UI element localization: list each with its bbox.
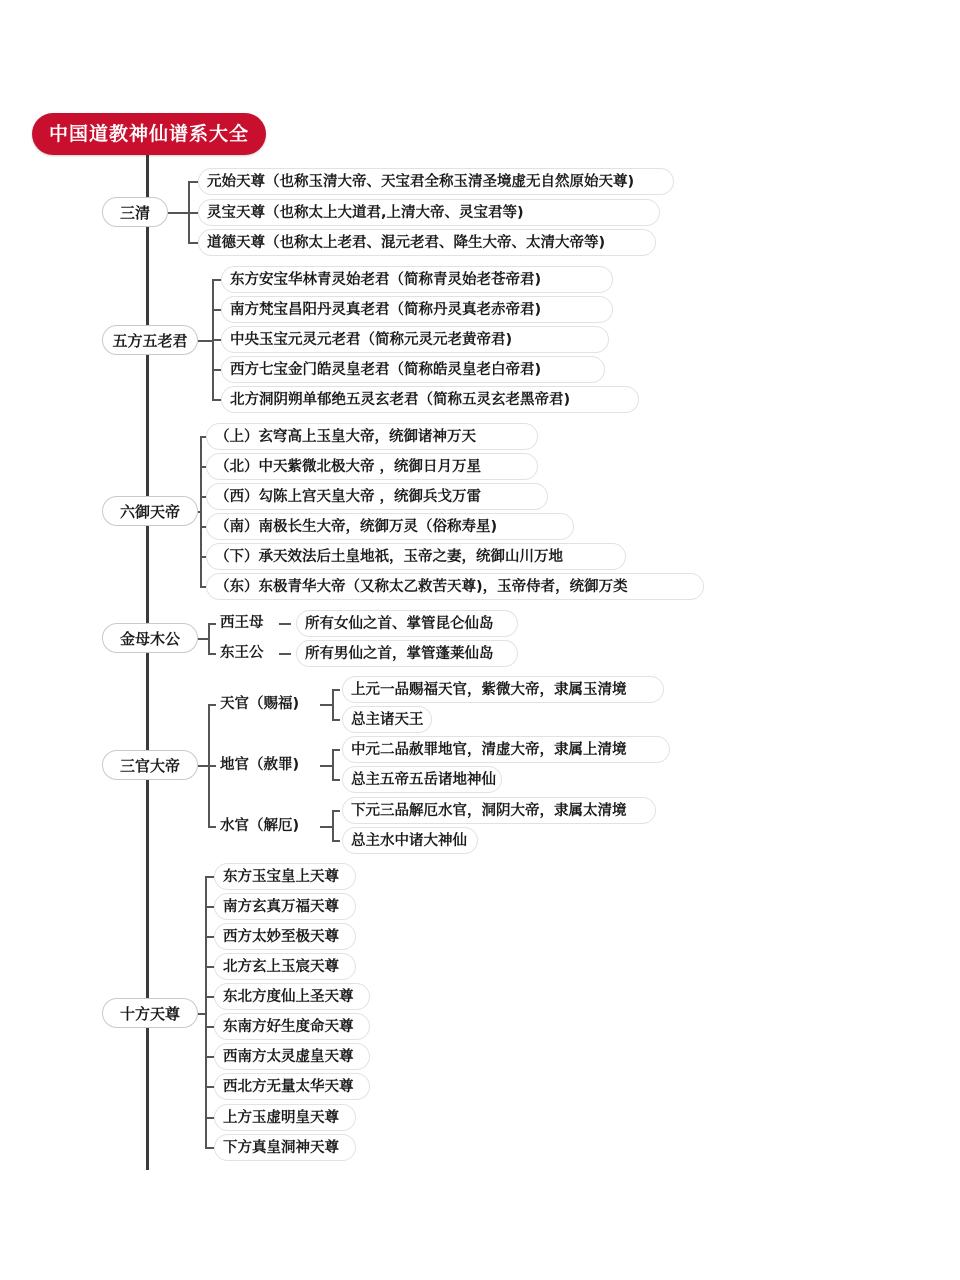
leaf-connector [205, 1147, 214, 1149]
leaf-connector [205, 936, 214, 938]
leaf-node: 上方玉虚明皇天尊 [214, 1104, 356, 1131]
sub-connector [208, 704, 216, 706]
leaf-connector [332, 810, 340, 812]
leaf-node: 总主五帝五岳诸地神仙 [342, 766, 502, 793]
leaf-node: 所有男仙之首，掌管蓬莱仙岛 [296, 640, 518, 667]
leaf-node: 灵宝天尊（也称太上大道君,上清大帝、灵宝君等) [198, 199, 660, 226]
leaf-node: 西南方太灵虚皇天尊 [214, 1043, 370, 1070]
bracket-line [200, 436, 202, 586]
category-connector [168, 212, 188, 214]
leaf-connector [205, 1056, 214, 1058]
pair-dash [279, 623, 291, 625]
leaf-connector [332, 689, 340, 691]
leaf-connector [205, 966, 214, 968]
leaf-node: 总主诸天王 [342, 706, 432, 733]
category-connector [198, 340, 212, 342]
leaf-node: （南）南极长生大帝，统御万灵（俗称寿星) [206, 513, 574, 540]
leaf-connector [208, 653, 216, 655]
leaf-connector [205, 1026, 214, 1028]
leaf-node: （东）东极青华大帝（又称太乙救苦天尊)，玉帝侍者，统御万类 [206, 573, 704, 600]
sub-category-node: 水官（解厄) [220, 818, 300, 834]
leaf-connector [332, 779, 340, 781]
leaf-connector [332, 749, 340, 751]
leaf-connector [188, 212, 198, 214]
leaf-node: 南方玄真万福天尊 [214, 893, 356, 920]
sub-bracket-line [332, 689, 334, 719]
map-title: 中国道教神仙谱系大全 [32, 113, 266, 155]
sub-connector [320, 704, 332, 706]
leaf-node: 西方七宝金门皓灵皇老君（简称皓灵皇老白帝君) [221, 356, 605, 383]
sub-category-node: 地官（赦罪) [220, 757, 300, 773]
leaf-node: 下方真皇洞神天尊 [214, 1134, 356, 1161]
leaf-connector [205, 906, 214, 908]
sub-category-node: 天官（赐福) [220, 696, 300, 712]
category-connector [198, 765, 208, 767]
bracket-line [205, 876, 207, 1147]
leaf-node: 中央玉宝元灵元老君（简称元灵元老黄帝君) [221, 326, 609, 353]
leaf-node: 上元一品赐福天官，紫微大帝，隶属玉清境 [342, 676, 664, 703]
leaf-connector [212, 339, 221, 341]
sub-connector [208, 765, 216, 767]
sub-connector [320, 826, 332, 828]
leaf-connector [188, 181, 198, 183]
leaf-connector [188, 242, 198, 244]
leaf-connector [332, 840, 340, 842]
leaf-connector [205, 1086, 214, 1088]
sub-bracket-line [332, 810, 334, 840]
leaf-node: 北方玄上玉宸天尊 [214, 953, 356, 980]
category-node: 六御天帝 [102, 496, 198, 526]
category-node: 三清 [102, 197, 168, 227]
pair-dash [279, 653, 291, 655]
leaf-connector [212, 309, 221, 311]
leaf-connector [332, 719, 340, 721]
leaf-node: （上）玄穹高上玉皇大帝，统御诸神万天 [206, 423, 538, 450]
leaf-connector [212, 279, 221, 281]
leaf-connector [212, 369, 221, 371]
leaf-node: 元始天尊（也称玉清大帝、天宝君全称玉清圣境虚无自然原始天尊) [198, 168, 674, 195]
leaf-node: 下元三品解厄水官，洞阴大帝，隶属太清境 [342, 797, 656, 824]
deity-name: 东王公 [220, 645, 264, 661]
leaf-node: 东南方好生度命天尊 [214, 1013, 370, 1040]
category-node: 五方五老君 [102, 325, 198, 355]
leaf-connector [205, 876, 214, 878]
leaf-node: 东方玉宝皇上天尊 [214, 863, 356, 890]
leaf-node: （西）勾陈上宫天皇大帝 ，统御兵戈万雷 [206, 483, 548, 510]
leaf-node: （北）中天紫微北极大帝 ，统御日月万星 [206, 453, 538, 480]
leaf-connector [212, 399, 221, 401]
category-connector [198, 1013, 205, 1015]
leaf-node: 所有女仙之首、掌管昆仑仙岛 [296, 610, 518, 637]
leaf-node: 总主水中诸大神仙 [342, 827, 478, 854]
category-node: 十方天尊 [102, 998, 198, 1028]
leaf-node: 北方洞阴朔单郁绝五灵玄老君（简称五灵玄老黑帝君) [221, 386, 639, 413]
leaf-node: 西北方无量太华天尊 [214, 1073, 370, 1100]
leaf-node: 东方安宝华林青灵始老君（简称青灵始老苍帝君) [221, 266, 613, 293]
leaf-node: （下）承天效法后土皇地祇，玉帝之妻，统御山川万地 [206, 543, 626, 570]
leaf-node: 西方太妙至极天尊 [214, 923, 356, 950]
sub-connector [208, 826, 216, 828]
category-node: 三官大帝 [102, 750, 198, 780]
leaf-node: 道德天尊（也称太上老君、混元老君、降生大帝、太清大帝等) [198, 229, 656, 256]
sub-bracket-line [332, 749, 334, 779]
leaf-connector [205, 996, 214, 998]
leaf-connector [208, 623, 216, 625]
leaf-node: 南方梵宝昌阳丹灵真老君（简称丹灵真老赤帝君) [221, 296, 613, 323]
sub-connector [320, 765, 332, 767]
leaf-node: 中元二品赦罪地官，清虚大帝，隶属上清境 [342, 736, 670, 763]
category-connector [198, 638, 208, 640]
leaf-connector [205, 1117, 214, 1119]
leaf-node: 东北方度仙上圣天尊 [214, 983, 370, 1010]
bracket-line [208, 623, 210, 653]
category-node: 金母木公 [102, 623, 198, 653]
deity-name: 西王母 [220, 615, 264, 631]
